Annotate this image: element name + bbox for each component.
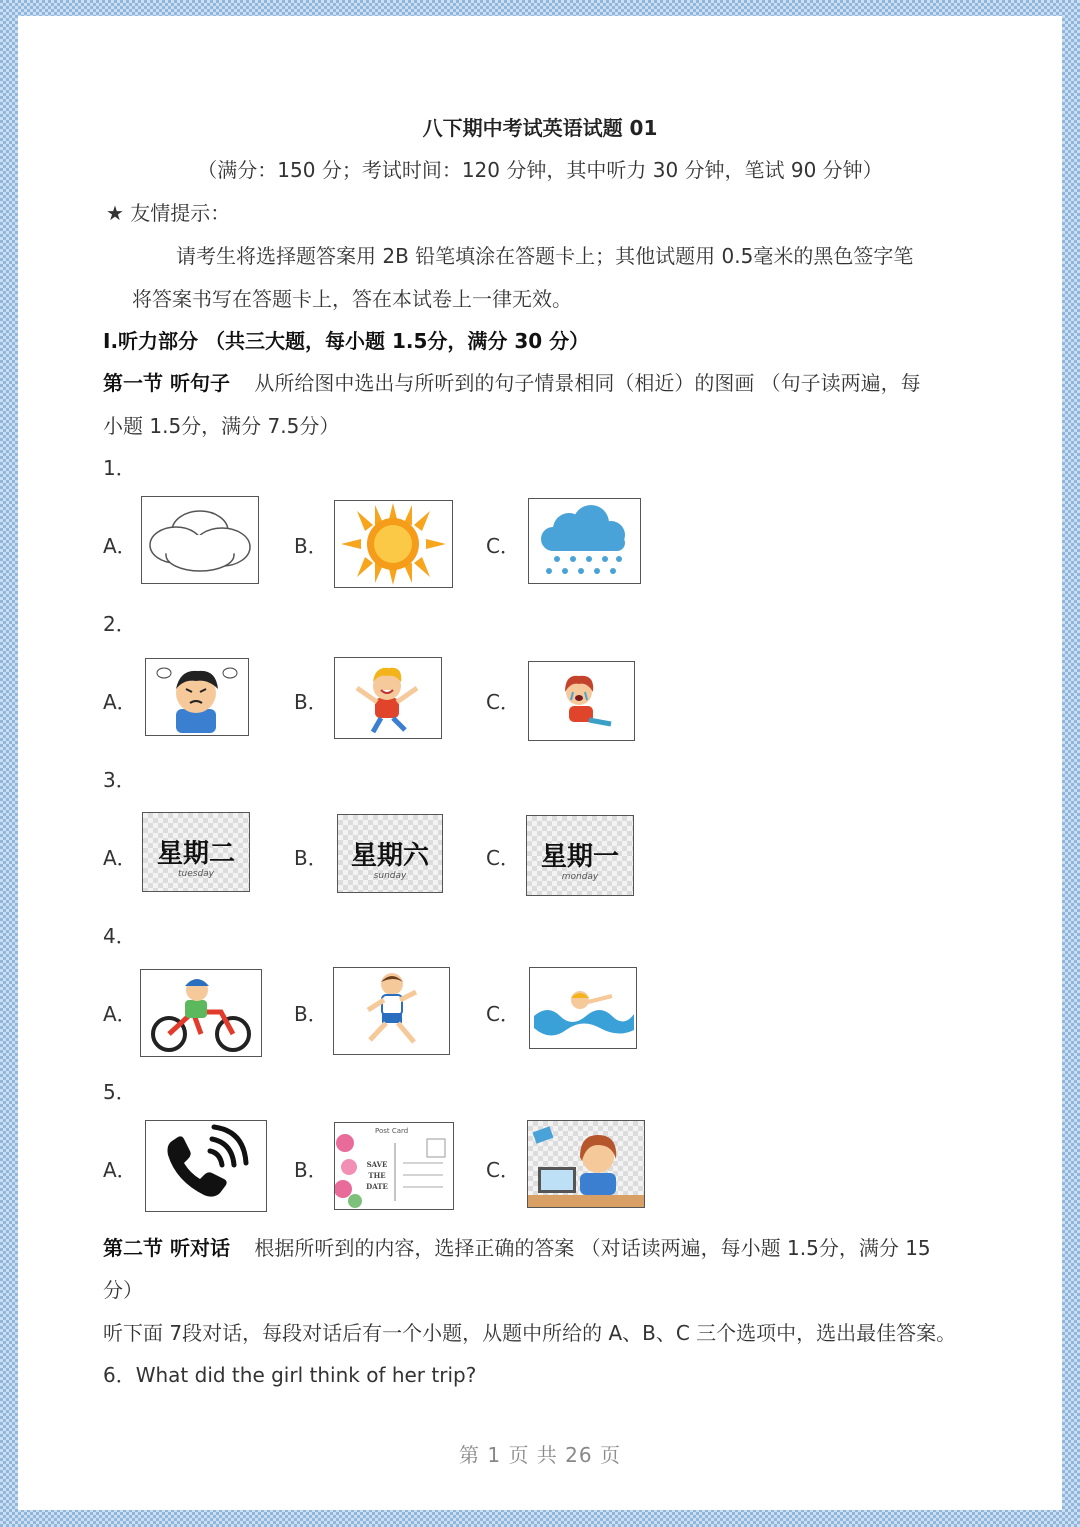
option-label: C． (486, 534, 520, 558)
option-label: B． (294, 1158, 328, 1182)
phone-icon (145, 1120, 267, 1212)
computer-girl-image (527, 1120, 645, 1208)
exam-subtitle: （满分：150 分；考试时间：120 分钟，其中听力 30 分钟，笔试 90 分钟） (197, 158, 883, 182)
option-label: A． (103, 846, 137, 870)
question-number: 4． (103, 924, 136, 948)
section2-instruction: 听下面 7段对话，每段对话后有一个小题，从题中所给的 A、B、C 三个选项中，选出最佳答案。 (103, 1321, 957, 1345)
monday-card (526, 815, 634, 896)
option-label: A． (103, 1002, 137, 1026)
sun-image (334, 500, 453, 588)
option-label: B． (294, 846, 328, 870)
postcard-title: Post Card (375, 1127, 409, 1135)
postcard-text: SAVE THE DATE (366, 1160, 388, 1191)
question-number: 3． (103, 768, 136, 792)
section1-intro (103, 367, 921, 396)
option-label: C． (486, 1002, 520, 1026)
notice-line-2: 将答案书写在答题卡上，答在本试卷上一律无效。 (132, 287, 572, 311)
cycling-image (140, 969, 262, 1057)
section2-desc-cont: 分） (103, 1278, 143, 1302)
option-label: C． (486, 1158, 520, 1182)
question-number: 5． (103, 1080, 136, 1104)
section1-label: 第一节 听句子 (103, 371, 230, 395)
happy-boy-image (334, 657, 442, 739)
option-label: C． (486, 690, 520, 714)
angry-boy-image (145, 658, 249, 736)
question-number: 2． (103, 612, 136, 636)
tuesday-card (142, 812, 250, 892)
weekday-subtext: monday (561, 872, 599, 882)
option-label: C． (486, 846, 520, 870)
exam-title: 八下期中考试英语试题 01 (422, 116, 658, 140)
section1-desc: 从所给图中选出与所听到的句子情景相同（相近）的图画 （句子读两遍，每 (254, 371, 921, 395)
weekday-subtext: sunday (373, 871, 407, 881)
crying-girl-image (528, 661, 635, 741)
swimming-image (529, 967, 637, 1049)
postcard-image (334, 1122, 454, 1210)
question-number: 1． (103, 456, 136, 480)
option-label: B． (294, 534, 328, 558)
saturday-card (337, 814, 443, 893)
weekday-text: 星期二 (156, 839, 235, 869)
page-footer: 第 1 页 共 26 页 (459, 1443, 621, 1467)
section2-intro (103, 1232, 931, 1261)
weekday-subtext: tuesday (177, 869, 214, 879)
option-label: A． (103, 1158, 137, 1182)
question-6: 6．What did the girl think of her trip? (103, 1363, 477, 1387)
snow-cloud-image (528, 498, 641, 584)
section2-desc: 根据所听到的内容，选择正确的答案 （对话读两遍，每小题 1.5分，满分 15 (254, 1236, 931, 1260)
section1-desc-cont: 小题 1.5分，满分 7.5分） (103, 414, 340, 438)
notice-line-1: 请考生将选择题答案用 2B 铅笔填涂在答题卡上；其他试题用 0.5毫米的黑色签字笔 (176, 244, 914, 268)
weekday-text: 星期一 (540, 842, 619, 872)
option-label: B． (294, 1002, 328, 1026)
notice-heading: ★ 友情提示： (106, 201, 231, 225)
option-label: A． (103, 534, 137, 558)
listening-part-heading: I.听力部分 （共三大题，每小题 1.5分，满分 30 分） (103, 329, 590, 353)
exam-page (18, 16, 1062, 1510)
running-image (333, 967, 450, 1055)
cloud-image (141, 496, 259, 584)
weekday-text: 星期六 (350, 841, 429, 871)
option-label: A． (103, 690, 137, 714)
section2-label: 第二节 听对话 (103, 1236, 230, 1260)
option-label: B． (294, 690, 328, 714)
